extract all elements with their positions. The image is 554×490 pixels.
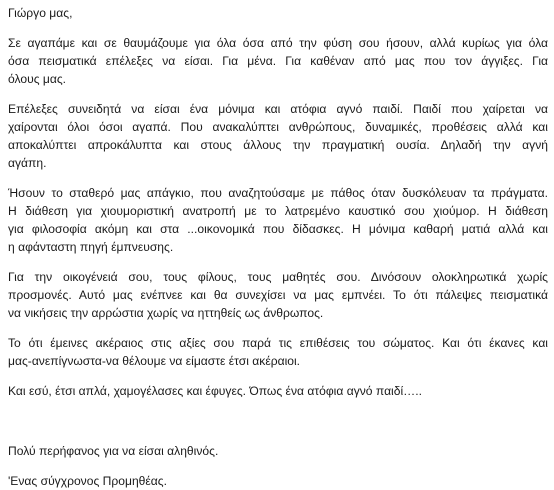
letter-closing: Πολύ περήφανος για να είσαι αληθινός. [8,444,219,458]
paragraph-line: αποκαλύπτει απροκάλυπτα και στους άλλους την πραγματική ουσία. Δηλαδή την αγνή [8,138,548,152]
paragraph-line: για φιλοσοφία ακόμη και στα ...οικονομικά που δίδασκες. Η μόνιμα καθαρή ματιά αλλά και [8,222,548,236]
letter-paragraph-6 [8,382,548,400]
letter-paragraph-1 [8,34,548,88]
paragraph-line: όλους μας. [8,72,67,86]
letter-paragraph-5 [8,334,548,370]
letter-document [8,4,548,490]
paragraph-line: η αφάνταστη πηγή έμπνευσης. [8,240,174,254]
letter-paragraph-3 [8,184,548,256]
paragraph-line: χαίρονται όλοι όσοι αγαπά. Που ανακαλύπτει ανθρώπους, δυναμικές, προθέσεις αλλά και [8,120,548,134]
paragraph-line: Η διάθεση για χιουμοριστική ανατροπή με το λατρεμένο καυστικό σου χιούμορ. Η διάθεση [8,204,548,218]
paragraph-line: προσμονές. Αυτό μας ενέπνεε και θα συνεχίσει να μας εμπνέει. Το ότι πάλεψες πεισματικά [8,288,548,302]
letter-paragraph-4 [8,268,548,322]
paragraph-line: Και εσύ, έτσι απλά, χαμογέλασες και έφυγες. Όπως ένα ατόφια αγνό παιδί….. [8,384,422,398]
paragraph-line: αγάπη. [8,156,47,170]
letter-paragraph-2 [8,100,548,172]
paragraph-line: Ήσουν το σταθερό μας απάγκιο, που αναζητούσαμε με πάθος όταν δυσκόλευαν τα πράγματα. [8,186,548,200]
letter-signature: 'Ενας σύγχρονος Προμηθέας. [8,474,167,488]
paragraph-line: όσα πεισματικά επέλεξες να είσαι. Για μένα. Για καθέναν από μας που τον άγγιξες. Για [8,54,548,68]
paragraph-line: Σε αγαπάμε και σε θαυμάζουμε για όλα όσα από την φύση σου ήσουν, αλλά κυρίως για όλα [8,36,548,50]
paragraph-line: Για την οικογένειά σου, τους φίλους, τους μαθητές σου. Δινόσουν ολοκληρωτικά χωρίς [8,270,548,284]
paragraph-line: να νικήσεις την αρρώστια χωρίς να ηττηθείς ως άνθρωπος. [8,306,324,320]
paragraph-line: μας-ανεπίγνωστα-να θέλουμε να είμαστε έτσι ακέραιοι. [8,354,301,368]
paragraph-line: Το ότι έμεινες ακέραιος στις αξίες σου παρά τις επιθέσεις του σώματος. Και ότι έκανες και [8,336,548,350]
paragraph-line: Επέλεξες συνειδητά να είσαι ένα μόνιμα και ατόφια αγνό παιδί. Παιδί που χαίρεται να [8,102,548,116]
letter-greeting: Γιώργο μας, [8,6,73,20]
